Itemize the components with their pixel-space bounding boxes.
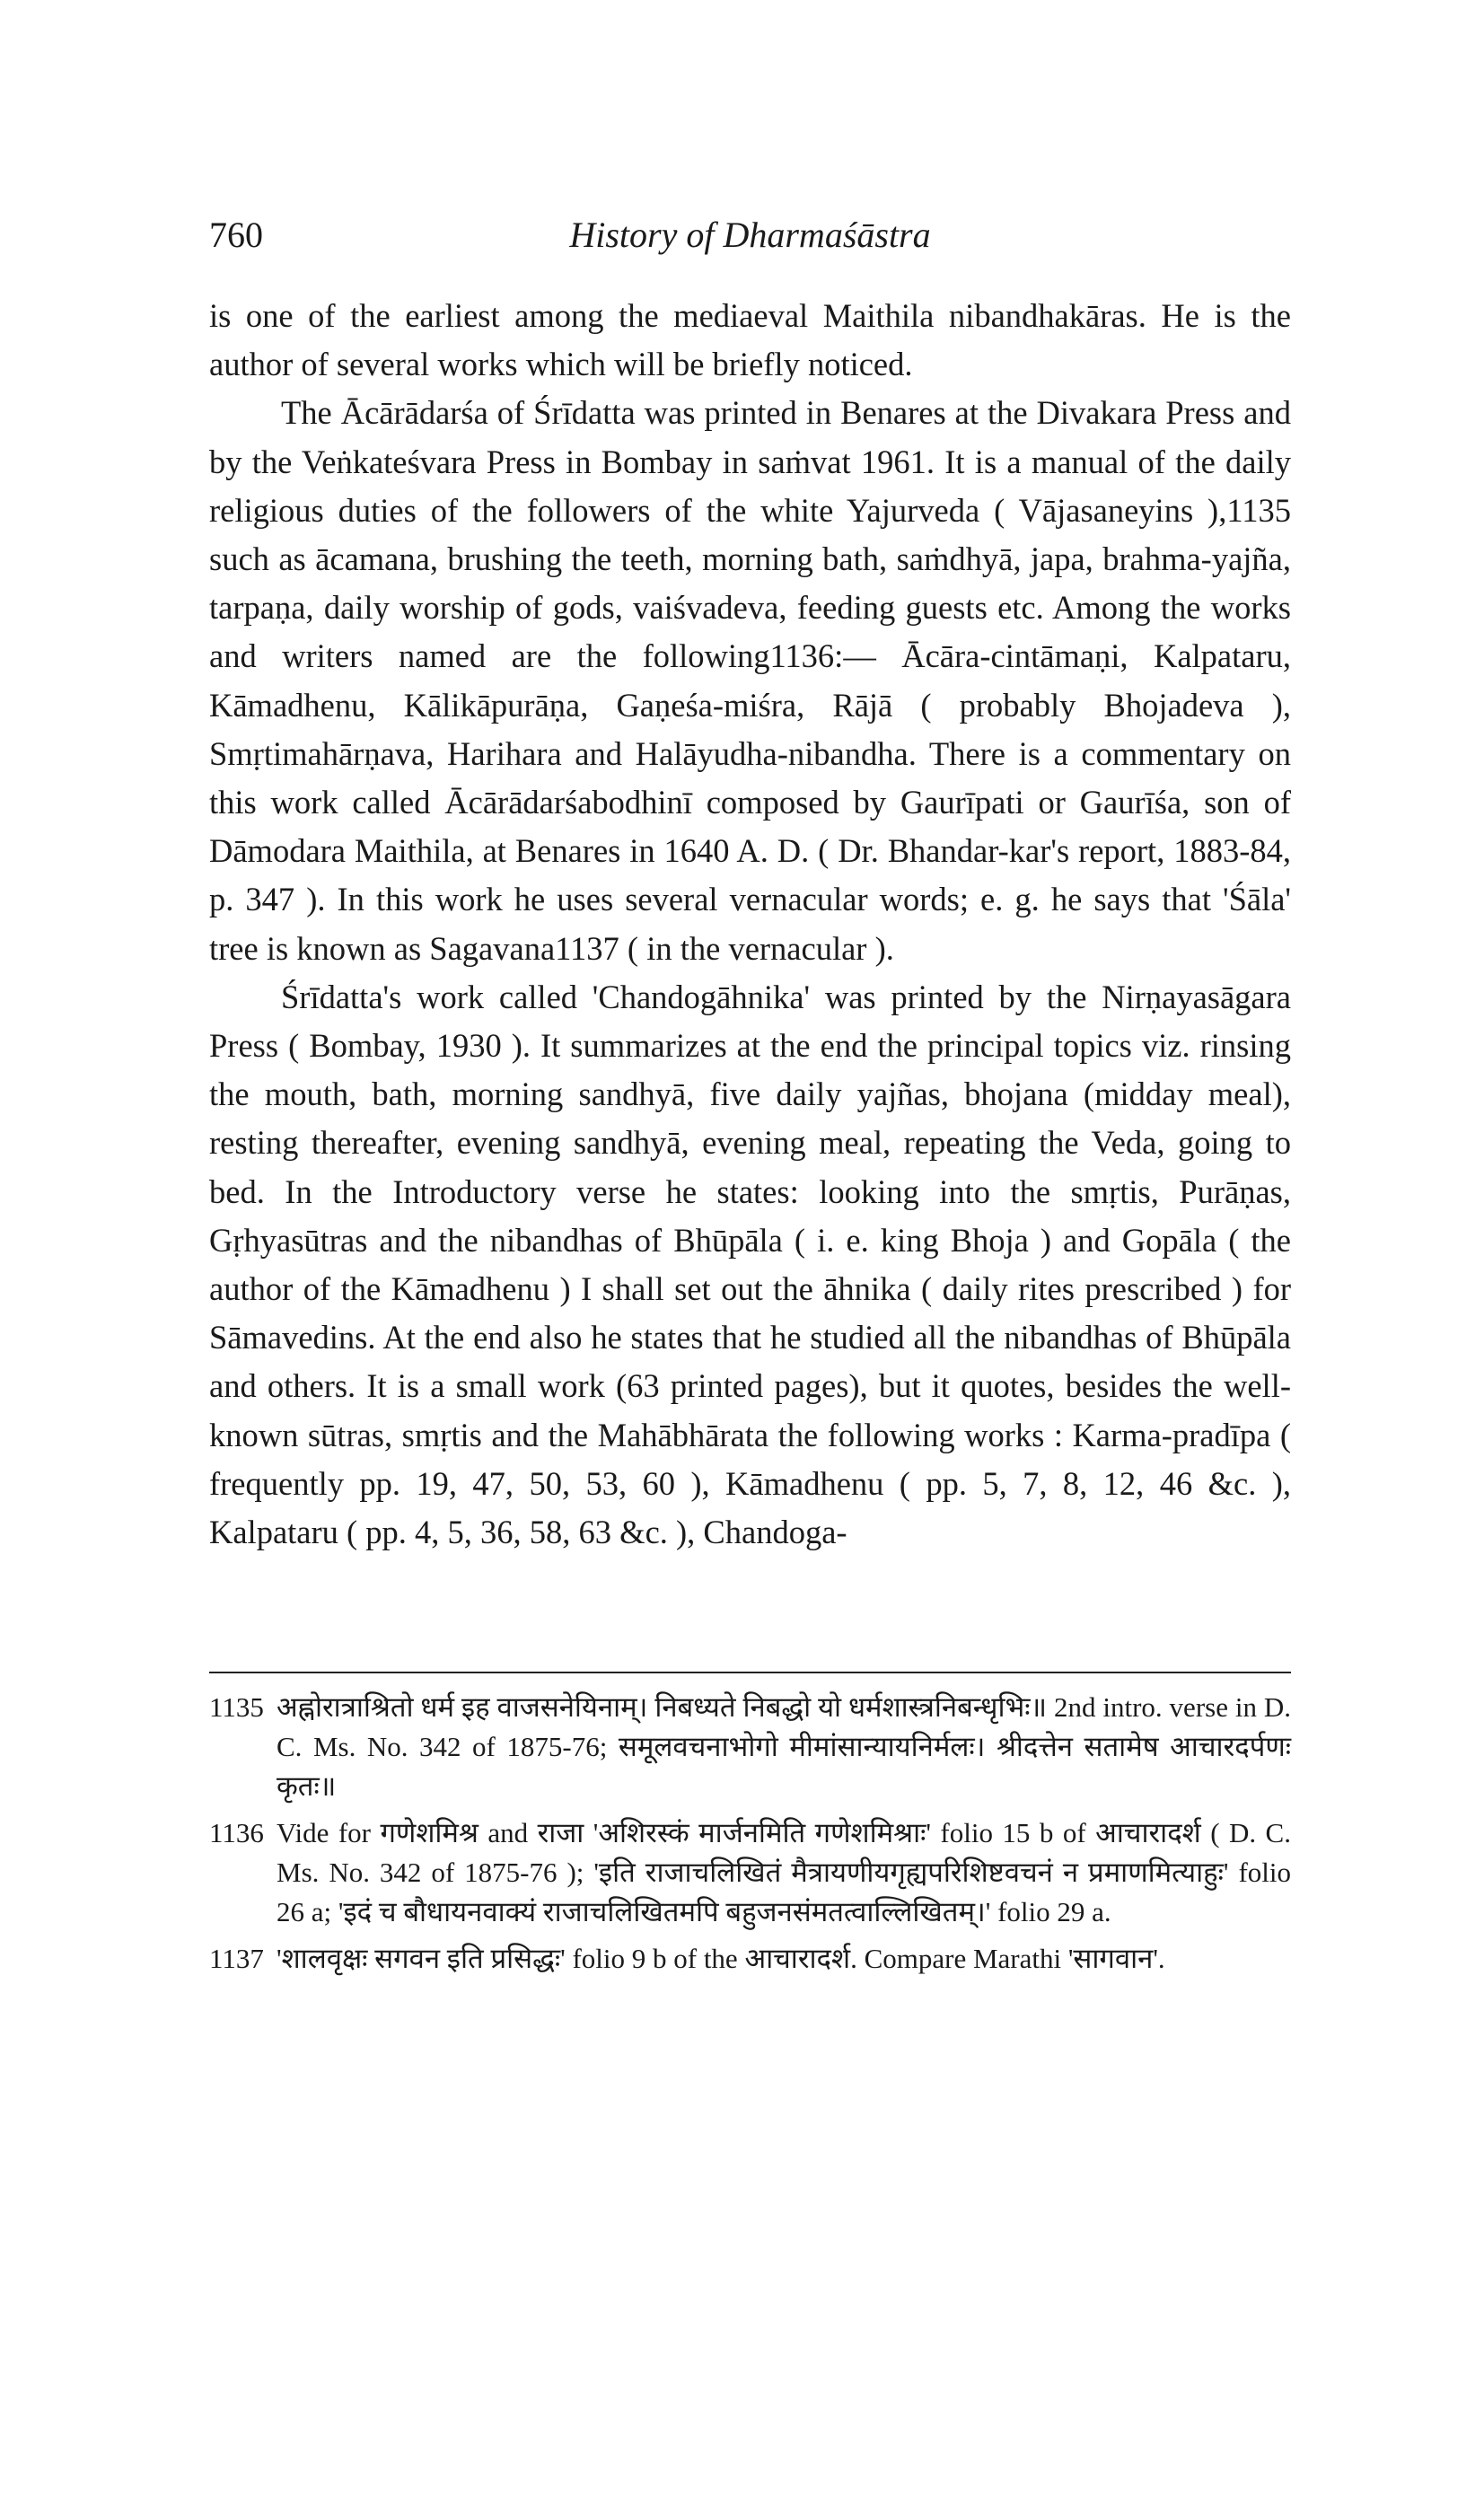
footnote-text: 'शालवृक्षः सगवन इति प्रसिद्धः' folio 9 b of the आचारादर्श. Compare Marathi 'सागवान'. bbox=[277, 1943, 1165, 1974]
main-text bbox=[209, 292, 1291, 1557]
footnote-1135 bbox=[209, 1688, 1291, 1806]
footnote-number: 1135 bbox=[209, 1691, 264, 1723]
footnote-1136 bbox=[209, 1813, 1291, 1932]
footnote-text: Vide for गणेशमिश्र and राजा 'अशिरस्कं मार्जनमिति गणेशमिश्राः' folio 15 b of आचारादर्श ( D. C. Ms. No. 342 of 1875-76 ); 'इति राजाचलिखितं मैत्रायणीयगृह्यपरिशिष्टवचनं न प्रमाणमित्याहुः' folio 26 a; 'इदं च बौधायनवाक्यं राजाचलिखितमपि बहुजनसंमतत्वाल्लिखितम्।' folio 29 a. bbox=[277, 1817, 1291, 1927]
paragraph-2: The Ācārādarśa of Śrīdatta was printed in Benares at the Divakara Press and by the Veṅkateśvara Press in Bombay in saṁvat 1961. It is a manual of the daily religious duties of the followers of the white Yajurveda ( Vājasaneyins ),1135 such as ācamana, brushing the teeth, morning bath, saṁdhyā, japa, brahma-yajña, tarpaṇa, daily worship of gods, vaiśvadeva, feeding guests etc. Among the works and writers named are the following1136:— Ācāra-cintāmaṇi, Kalpataru, Kāmadhenu, Kālikāpurāṇa, Gaṇeśa-miśra, Rājā ( probably Bhojadeva ), Smṛtimahārṇava, Harihara and Halāyudha-nibandha. There is a commentary on this work called Ācārādarśabodhinī composed by Gaurīpati or Gaurīśa, son of Dāmodara Maithila, at Benares in 1640 A. D. ( Dr. Bhandar-kar's report, 1883-84, p. 347 ). In this work he uses several vernacular words; e. g. he says that 'Śāla' tree is known as Sagavana1137 ( in the vernacular ). bbox=[209, 394, 1291, 967]
footnotes bbox=[209, 1688, 1291, 1986]
paragraph-3: Śrīdatta's work called 'Chandogāhnika' was printed by the Nirṇayasāgara Press ( Bombay, 1930 ). It summarizes at the end the principal topics viz. rinsing the mouth, bath, morning sandhyā, five daily yajñas, bhojana (midday meal), resting thereafter, evening sandhyā, evening meal, repeating the Veda, going to bed. In the Introductory verse he states: looking into the smṛtis, Purāṇas, Gṛhyasūtras and the nibandhas of Bhūpāla ( i. e. king Bhoja ) and Gopāla ( the author of the Kāmadhenu ) I shall set out the āhnika ( daily rites prescribed ) for Sāmavedins. At the end also he states that he studied all the nibandhas of Bhūpāla and others. It is a small work (63 printed pages), but it quotes, besides the well-known sūtras, smṛtis and the Mahābhārata the following works : Karma-pradīpa ( frequently pp. 19, 47, 50, 53, 60 ), Kāmadhenu ( pp. 5, 7, 8, 12, 46 &c. ), Kalpataru ( pp. 4, 5, 36, 58, 63 &c. ), Chandoga- bbox=[209, 978, 1291, 1551]
footnote-number: 1136 bbox=[209, 1817, 264, 1848]
running-title: History of Dharmaśāstra bbox=[569, 215, 931, 255]
footnote-number: 1137 bbox=[209, 1943, 264, 1974]
page-number: 760 bbox=[209, 215, 263, 255]
page-header bbox=[209, 208, 1291, 262]
footnote-text: अह्नोरात्राश्रितो धर्म इह वाजसनेयिनाम्। निबध्यते निबद्धो यो धर्मशास्त्रनिबन्धृभिः॥ 2nd intro. verse in D. C. Ms. No. 342 of 1875-76; समूलवचनाभोगो मीमांसान्यायनिर्मलः। श्रीदत्तेन सतामेष आचारदर्पणः कृतः॥ bbox=[277, 1691, 1291, 1802]
footnote-rule bbox=[209, 1672, 1291, 1673]
paragraph-1: is one of the earliest among the mediaeval Maithila nibandhakāras. He is the author of several works which will be briefly noticed. bbox=[209, 297, 1291, 383]
footnote-1137 bbox=[209, 1939, 1291, 1979]
